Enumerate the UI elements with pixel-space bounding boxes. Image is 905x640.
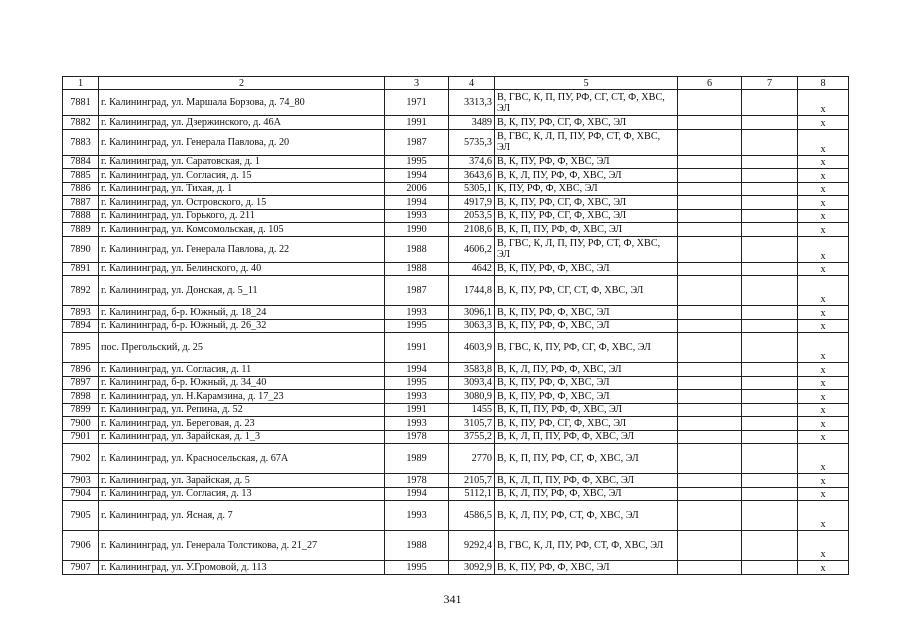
address-cell: г. Калининград, ул. У.Громовой, д. 113 xyxy=(99,561,385,575)
table-row xyxy=(63,116,849,130)
mark-cell: x xyxy=(798,223,849,237)
types-cell: В, К, ПУ, РФ, Ф, ХВС, ЭЛ xyxy=(495,155,678,169)
year-cell: 1987 xyxy=(385,129,449,155)
column-6-cell xyxy=(678,196,742,210)
row-number: 7889 xyxy=(63,223,99,237)
column-6-cell xyxy=(678,403,742,417)
area-cell: 3105,7 xyxy=(449,417,495,431)
address-cell: г. Калининград, ул. Генерала Толстикова, д. 21_27 xyxy=(99,531,385,561)
table-row xyxy=(63,182,849,196)
address-cell: г. Калининград, б-р. Южный, д. 34_40 xyxy=(99,376,385,390)
row-number: 7882 xyxy=(63,116,99,130)
row-number: 7907 xyxy=(63,561,99,575)
types-cell: В, К, ПУ, РФ, Ф, ХВС, ЭЛ xyxy=(495,306,678,320)
area-cell: 2770 xyxy=(449,444,495,474)
column-7-cell xyxy=(742,236,798,262)
row-number: 7881 xyxy=(63,90,99,116)
row-number: 7905 xyxy=(63,501,99,531)
row-number: 7894 xyxy=(63,319,99,333)
year-cell: 1991 xyxy=(385,403,449,417)
column-6-cell xyxy=(678,236,742,262)
address-cell: г. Калининград, б-р. Южный, д. 26_32 xyxy=(99,319,385,333)
header-cell-4: 4 xyxy=(449,77,495,90)
column-7-cell xyxy=(742,276,798,306)
registry-table xyxy=(62,76,849,575)
year-cell: 1995 xyxy=(385,561,449,575)
types-cell: В, К, Л, ПУ, РФ, СТ, Ф, ХВС, ЭЛ xyxy=(495,501,678,531)
column-7-cell xyxy=(742,444,798,474)
types-cell: В, К, ПУ, РФ, Ф, ХВС, ЭЛ xyxy=(495,319,678,333)
types-cell: В, К, ПУ, РФ, СГ, Ф, ХВС, ЭЛ xyxy=(495,209,678,223)
table-row xyxy=(63,223,849,237)
table-row xyxy=(63,403,849,417)
area-cell: 3096,1 xyxy=(449,306,495,320)
year-cell: 1991 xyxy=(385,116,449,130)
mark-cell: x xyxy=(798,182,849,196)
types-cell: В, ГВС, К, Л, ПУ, РФ, СТ, Ф, ХВС, ЭЛ xyxy=(495,531,678,561)
types-cell: В, К, ПУ, РФ, СГ, СТ, Ф, ХВС, ЭЛ xyxy=(495,276,678,306)
header-cell-2: 2 xyxy=(99,77,385,90)
area-cell: 9292,4 xyxy=(449,531,495,561)
mark-cell: x xyxy=(798,209,849,223)
row-number: 7892 xyxy=(63,276,99,306)
header-cell-5: 5 xyxy=(495,77,678,90)
column-6-cell xyxy=(678,390,742,404)
types-cell: В, ГВС, К, Л, П, ПУ, РФ, СТ, Ф, ХВС, ЭЛ xyxy=(495,129,678,155)
area-cell: 3063,3 xyxy=(449,319,495,333)
column-7-cell xyxy=(742,390,798,404)
table-row xyxy=(63,169,849,183)
table-row xyxy=(63,363,849,377)
column-6-cell xyxy=(678,262,742,276)
row-number: 7893 xyxy=(63,306,99,320)
address-cell: г. Калининград, ул. Согласия, д. 11 xyxy=(99,363,385,377)
table-row xyxy=(63,236,849,262)
year-cell: 1993 xyxy=(385,501,449,531)
column-6-cell xyxy=(678,276,742,306)
area-cell: 3755,2 xyxy=(449,430,495,444)
row-number: 7884 xyxy=(63,155,99,169)
column-6-cell xyxy=(678,487,742,501)
area-cell: 5735,3 xyxy=(449,129,495,155)
year-cell: 1978 xyxy=(385,430,449,444)
table-row xyxy=(63,501,849,531)
column-6-cell xyxy=(678,474,742,488)
mark-cell: x xyxy=(798,403,849,417)
table-row xyxy=(63,209,849,223)
header-row xyxy=(63,77,849,90)
table-row xyxy=(63,474,849,488)
types-cell: В, К, ПУ, РФ, Ф, ХВС, ЭЛ xyxy=(495,390,678,404)
table-row xyxy=(63,90,849,116)
row-number: 7885 xyxy=(63,169,99,183)
address-cell: г. Калининград, ул. Согласия, д. 13 xyxy=(99,487,385,501)
page-number: 341 xyxy=(443,592,462,606)
column-6-cell xyxy=(678,155,742,169)
table-row xyxy=(63,129,849,155)
year-cell: 1988 xyxy=(385,262,449,276)
area-cell: 3080,9 xyxy=(449,390,495,404)
address-cell: г. Калининград, ул. Дзержинского, д. 46А xyxy=(99,116,385,130)
row-number: 7898 xyxy=(63,390,99,404)
types-cell: В, К, Л, ПУ, РФ, Ф, ХВС, ЭЛ xyxy=(495,487,678,501)
row-number: 7890 xyxy=(63,236,99,262)
column-6-cell xyxy=(678,129,742,155)
address-cell: г. Калининград, ул. Береговая, д. 23 xyxy=(99,417,385,431)
table-row xyxy=(63,430,849,444)
header-cell-6: 6 xyxy=(678,77,742,90)
table-row xyxy=(63,276,849,306)
address-cell: г. Калининград, ул. Тихая, д. 1 xyxy=(99,182,385,196)
address-cell: г. Калининград, ул. Белинского, д. 40 xyxy=(99,262,385,276)
year-cell: 1995 xyxy=(385,155,449,169)
column-6-cell xyxy=(678,561,742,575)
row-number: 7902 xyxy=(63,444,99,474)
column-7-cell xyxy=(742,417,798,431)
address-cell: г. Калининград, ул. Зарайская, д. 1_3 xyxy=(99,430,385,444)
year-cell: 1971 xyxy=(385,90,449,116)
area-cell: 1455 xyxy=(449,403,495,417)
row-number: 7901 xyxy=(63,430,99,444)
column-7-cell xyxy=(742,561,798,575)
mark-cell: x xyxy=(798,319,849,333)
mark-cell: x xyxy=(798,417,849,431)
mark-cell: x xyxy=(798,236,849,262)
year-cell: 1978 xyxy=(385,474,449,488)
table-row xyxy=(63,376,849,390)
column-7-cell xyxy=(742,169,798,183)
types-cell: В, ГВС, К, ПУ, РФ, СГ, Ф, ХВС, ЭЛ xyxy=(495,333,678,363)
address-cell: г. Калининград, ул. Саратовская, д. 1 xyxy=(99,155,385,169)
column-7-cell xyxy=(742,501,798,531)
area-cell: 4603,9 xyxy=(449,333,495,363)
mark-cell: x xyxy=(798,155,849,169)
year-cell: 1990 xyxy=(385,223,449,237)
mark-cell: x xyxy=(798,90,849,116)
row-number: 7883 xyxy=(63,129,99,155)
year-cell: 1993 xyxy=(385,417,449,431)
column-6-cell xyxy=(678,90,742,116)
mark-cell: x xyxy=(798,474,849,488)
year-cell: 1994 xyxy=(385,363,449,377)
row-number: 7900 xyxy=(63,417,99,431)
area-cell: 4917,9 xyxy=(449,196,495,210)
row-number: 7886 xyxy=(63,182,99,196)
address-cell: г. Калининград, ул. Маршала Борзова, д. 74_80 xyxy=(99,90,385,116)
types-cell: В, К, П, ПУ, РФ, Ф, ХВС, ЭЛ xyxy=(495,403,678,417)
year-cell: 1995 xyxy=(385,376,449,390)
address-cell: г. Калининград, ул. Генерала Павлова, д. 20 xyxy=(99,129,385,155)
year-cell: 1994 xyxy=(385,196,449,210)
column-6-cell xyxy=(678,223,742,237)
column-7-cell xyxy=(742,376,798,390)
year-cell: 1994 xyxy=(385,169,449,183)
area-cell: 3583,8 xyxy=(449,363,495,377)
address-cell: г. Калининград, ул. Ясная, д. 7 xyxy=(99,501,385,531)
area-cell: 1744,8 xyxy=(449,276,495,306)
table-row xyxy=(63,155,849,169)
year-cell: 1993 xyxy=(385,390,449,404)
mark-cell: x xyxy=(798,430,849,444)
types-cell: В, К, Л, П, ПУ, РФ, Ф, ХВС, ЭЛ xyxy=(495,430,678,444)
types-cell: В, ГВС, К, Л, П, ПУ, РФ, СТ, Ф, ХВС, ЭЛ xyxy=(495,236,678,262)
area-cell: 2105,7 xyxy=(449,474,495,488)
table-row xyxy=(63,196,849,210)
column-6-cell xyxy=(678,169,742,183)
year-cell: 1989 xyxy=(385,444,449,474)
table-row xyxy=(63,487,849,501)
mark-cell: x xyxy=(798,501,849,531)
types-cell: В, К, П, ПУ, РФ, СГ, Ф, ХВС, ЭЛ xyxy=(495,444,678,474)
column-6-cell xyxy=(678,417,742,431)
header-cell-7: 7 xyxy=(742,77,798,90)
mark-cell: x xyxy=(798,276,849,306)
mark-cell: x xyxy=(798,129,849,155)
column-7-cell xyxy=(742,403,798,417)
mark-cell: x xyxy=(798,487,849,501)
area-cell: 4586,5 xyxy=(449,501,495,531)
table-row xyxy=(63,444,849,474)
header-cell-3: 3 xyxy=(385,77,449,90)
mark-cell: x xyxy=(798,531,849,561)
column-7-cell xyxy=(742,474,798,488)
column-6-cell xyxy=(678,430,742,444)
year-cell: 1988 xyxy=(385,531,449,561)
area-cell: 3313,3 xyxy=(449,90,495,116)
address-cell: г. Калининград, ул. Красносельская, д. 67А xyxy=(99,444,385,474)
address-cell: г. Калининград, ул. Репина, д. 52 xyxy=(99,403,385,417)
column-6-cell xyxy=(678,319,742,333)
address-cell: г. Калининград, ул. Генерала Павлова, д. 22 xyxy=(99,236,385,262)
header-cell-8: 8 xyxy=(798,77,849,90)
mark-cell: x xyxy=(798,444,849,474)
row-number: 7891 xyxy=(63,262,99,276)
column-7-cell xyxy=(742,182,798,196)
area-cell: 5305,1 xyxy=(449,182,495,196)
table-row xyxy=(63,262,849,276)
row-number: 7903 xyxy=(63,474,99,488)
column-7-cell xyxy=(742,262,798,276)
mark-cell: x xyxy=(798,333,849,363)
area-cell: 5112,1 xyxy=(449,487,495,501)
column-7-cell xyxy=(742,430,798,444)
column-7-cell xyxy=(742,129,798,155)
mark-cell: x xyxy=(798,196,849,210)
year-cell: 1993 xyxy=(385,209,449,223)
types-cell: В, К, ПУ, РФ, СГ, Ф, ХВС, ЭЛ xyxy=(495,116,678,130)
column-6-cell xyxy=(678,182,742,196)
column-7-cell xyxy=(742,155,798,169)
year-cell: 1994 xyxy=(385,487,449,501)
column-6-cell xyxy=(678,363,742,377)
address-cell: г. Калининград, ул. Согласия, д. 15 xyxy=(99,169,385,183)
area-cell: 374,6 xyxy=(449,155,495,169)
area-cell: 3093,4 xyxy=(449,376,495,390)
row-number: 7897 xyxy=(63,376,99,390)
column-7-cell xyxy=(742,90,798,116)
column-7-cell xyxy=(742,306,798,320)
year-cell: 1993 xyxy=(385,306,449,320)
address-cell: г. Калининград, ул. Горького, д. 211 xyxy=(99,209,385,223)
types-cell: В, К, ПУ, РФ, Ф, ХВС, ЭЛ xyxy=(495,262,678,276)
column-7-cell xyxy=(742,116,798,130)
column-7-cell xyxy=(742,333,798,363)
types-cell: В, К, Л, П, ПУ, РФ, Ф, ХВС, ЭЛ xyxy=(495,474,678,488)
column-6-cell xyxy=(678,376,742,390)
column-6-cell xyxy=(678,116,742,130)
year-cell: 1995 xyxy=(385,319,449,333)
table-row xyxy=(63,531,849,561)
column-7-cell xyxy=(742,319,798,333)
row-number: 7888 xyxy=(63,209,99,223)
types-cell: К, ПУ, РФ, Ф, ХВС, ЭЛ xyxy=(495,182,678,196)
mark-cell: x xyxy=(798,390,849,404)
column-6-cell xyxy=(678,306,742,320)
column-7-cell xyxy=(742,209,798,223)
column-6-cell xyxy=(678,333,742,363)
table-row xyxy=(63,333,849,363)
column-6-cell xyxy=(678,444,742,474)
column-6-cell xyxy=(678,209,742,223)
address-cell: г. Калининград, ул. Островского, д. 15 xyxy=(99,196,385,210)
column-6-cell xyxy=(678,501,742,531)
mark-cell: x xyxy=(798,306,849,320)
row-number: 7904 xyxy=(63,487,99,501)
types-cell: В, К, ПУ, РФ, СГ, Ф, ХВС, ЭЛ xyxy=(495,196,678,210)
types-cell: В, К, ПУ, РФ, Ф, ХВС, ЭЛ xyxy=(495,561,678,575)
address-cell: пос. Прегольский, д. 25 xyxy=(99,333,385,363)
table-row xyxy=(63,561,849,575)
area-cell: 2053,5 xyxy=(449,209,495,223)
mark-cell: x xyxy=(798,376,849,390)
year-cell: 1988 xyxy=(385,236,449,262)
table-row xyxy=(63,417,849,431)
address-cell: г. Калининград, ул. Донская, д. 5_11 xyxy=(99,276,385,306)
column-7-cell xyxy=(742,223,798,237)
types-cell: В, К, Л, ПУ, РФ, Ф, ХВС, ЭЛ xyxy=(495,169,678,183)
area-cell: 4642 xyxy=(449,262,495,276)
area-cell: 3489 xyxy=(449,116,495,130)
row-number: 7887 xyxy=(63,196,99,210)
area-cell: 2108,6 xyxy=(449,223,495,237)
area-cell: 3643,6 xyxy=(449,169,495,183)
address-cell: г. Калининград, ул. Н.Карамзина, д. 17_23 xyxy=(99,390,385,404)
mark-cell: x xyxy=(798,262,849,276)
mark-cell: x xyxy=(798,363,849,377)
table-row xyxy=(63,319,849,333)
year-cell: 1987 xyxy=(385,276,449,306)
types-cell: В, К, П, ПУ, РФ, Ф, ХВС, ЭЛ xyxy=(495,223,678,237)
year-cell: 2006 xyxy=(385,182,449,196)
address-cell: г. Калининград, б-р. Южный, д. 18_24 xyxy=(99,306,385,320)
row-number: 7895 xyxy=(63,333,99,363)
year-cell: 1991 xyxy=(385,333,449,363)
table-row xyxy=(63,306,849,320)
types-cell: В, К, ПУ, РФ, Ф, ХВС, ЭЛ xyxy=(495,376,678,390)
column-7-cell xyxy=(742,487,798,501)
mark-cell: x xyxy=(798,169,849,183)
address-cell: г. Калининград, ул. Зарайская, д. 5 xyxy=(99,474,385,488)
column-7-cell xyxy=(742,531,798,561)
area-cell: 4606,2 xyxy=(449,236,495,262)
registry-table-body xyxy=(63,77,849,575)
mark-cell: x xyxy=(798,116,849,130)
table-row xyxy=(63,390,849,404)
column-7-cell xyxy=(742,363,798,377)
column-7-cell xyxy=(742,196,798,210)
header-cell-1: 1 xyxy=(63,77,99,90)
types-cell: В, ГВС, К, П, ПУ, РФ, СГ, СТ, Ф, ХВС, ЭЛ xyxy=(495,90,678,116)
row-number: 7896 xyxy=(63,363,99,377)
address-cell: г. Калининград, ул. Комсомольская, д. 105 xyxy=(99,223,385,237)
row-number: 7906 xyxy=(63,531,99,561)
types-cell: В, К, ПУ, РФ, СГ, Ф, ХВС, ЭЛ xyxy=(495,417,678,431)
area-cell: 3092,9 xyxy=(449,561,495,575)
row-number: 7899 xyxy=(63,403,99,417)
mark-cell: x xyxy=(798,561,849,575)
types-cell: В, К, Л, ПУ, РФ, Ф, ХВС, ЭЛ xyxy=(495,363,678,377)
column-6-cell xyxy=(678,531,742,561)
